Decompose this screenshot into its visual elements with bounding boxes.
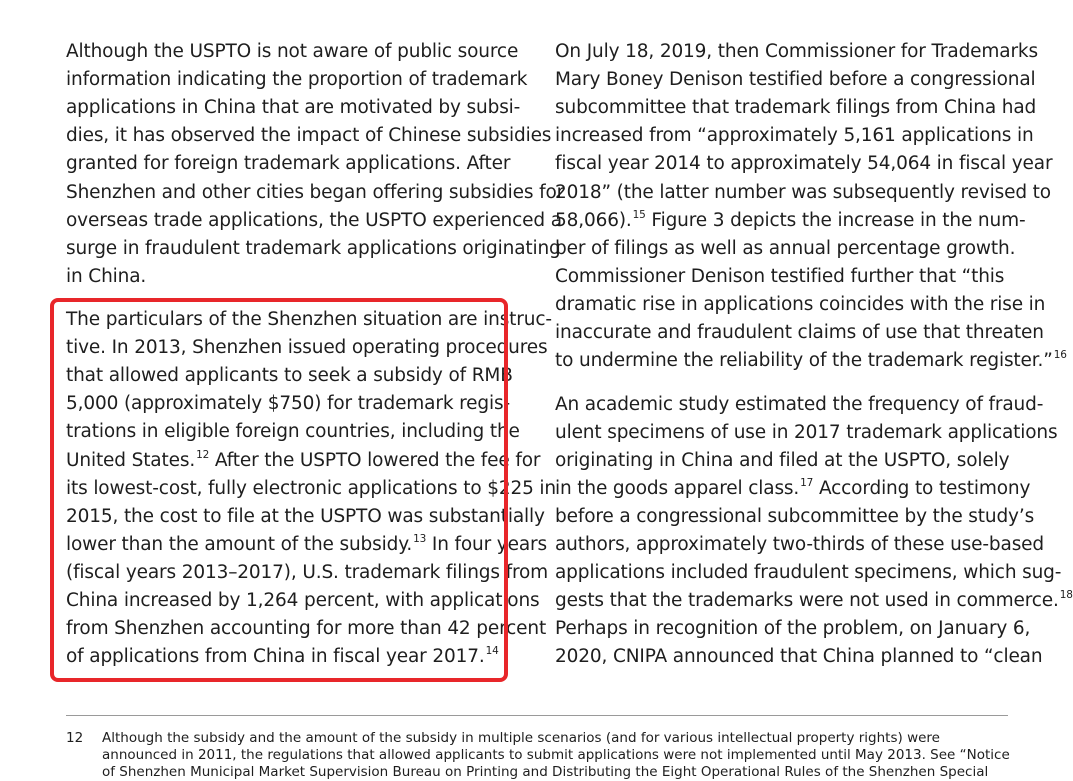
right-para2-line xyxy=(555,478,1030,502)
left-para1-line: in China. xyxy=(66,266,147,287)
left-para1-line: information indicating the proportion of trademark xyxy=(66,69,528,90)
right-para1-line: Mary Boney Denison testified before a congressional xyxy=(555,69,1036,90)
footnote-ref-14[interactable]: 14 xyxy=(485,645,499,657)
right-para2-line: Perhaps in recognition of the problem, on January 6, xyxy=(555,618,1031,639)
line-text: Figure 3 depicts the increase in the num- xyxy=(645,210,1026,231)
footnote-ref-12[interactable]: 12 xyxy=(196,449,210,461)
left-para2-line xyxy=(66,450,540,474)
line-text: According to testimony xyxy=(813,478,1031,499)
left-para2-line xyxy=(66,534,547,558)
line-text: 58,066). xyxy=(555,210,632,231)
line-text: to undermine the reliability of the trademark register.” xyxy=(555,350,1053,371)
left-para2-line: its lowest-cost, fully electronic applications to $225 in xyxy=(66,478,557,499)
right-para2-line: ulent specimens of use in 2017 trademark applications xyxy=(555,422,1058,443)
right-para1-line: On July 18, 2019, then Commissioner for Trademarks xyxy=(555,41,1038,62)
right-para2-line xyxy=(555,590,1073,614)
right-para1-line: ber of filings as well as annual percentage growth. xyxy=(555,238,1016,259)
line-text: of applications from China in fiscal year 2017. xyxy=(66,646,485,667)
right-para1-line: dramatic rise in applications coincides with the rise in xyxy=(555,294,1046,315)
left-para2-line: from Shenzhen accounting for more than 42 percent xyxy=(66,618,547,639)
right-para1-line: increased from “approximately 5,161 applications in xyxy=(555,125,1034,146)
line-text: In four years xyxy=(426,534,547,555)
footnote-ref-16[interactable]: 16 xyxy=(1053,349,1067,361)
left-para2-line: tive. In 2013, Shenzhen issued operating procedures xyxy=(66,337,548,358)
right-para2-line: authors, approximately two-thirds of these use-based xyxy=(555,534,1045,555)
footnote-ref-13[interactable]: 13 xyxy=(413,533,427,545)
left-para1-line: dies, it has observed the impact of Chinese subsidies xyxy=(66,125,552,146)
left-para2-line xyxy=(66,646,499,670)
footnote-line: Although the subsidy and the amount of the subsidy in multiple scenarios (and for various intellectual property rights) were xyxy=(102,730,940,746)
right-para2-line: before a congressional subcommittee by the study’s xyxy=(555,506,1035,527)
right-para1-line xyxy=(555,210,1025,234)
left-para2-line: that allowed applicants to seek a subsidy of RMB xyxy=(66,365,513,386)
line-text: United States. xyxy=(66,450,196,471)
left-para1-line: Shenzhen and other cities began offering subsidies for xyxy=(66,182,565,203)
left-para2-line: 2015, the cost to file at the USPTO was substantially xyxy=(66,506,545,527)
right-para2-line: originating in China and filed at the USPTO, solely xyxy=(555,450,1010,471)
footnote-divider xyxy=(66,715,1008,716)
right-para1-line: subcommittee that trademark filings from China had xyxy=(555,97,1037,118)
left-para1-line: Although the USPTO is not aware of public source xyxy=(66,41,519,62)
footnote-ref-17[interactable]: 17 xyxy=(800,477,814,489)
right-para2-line: An academic study estimated the frequency of fraud- xyxy=(555,394,1044,415)
footnote-ref-15[interactable]: 15 xyxy=(632,209,646,221)
line-text: lower than the amount of the subsidy. xyxy=(66,534,413,555)
line-text: After the USPTO lowered the fee for xyxy=(209,450,541,471)
line-text: in the goods apparel class. xyxy=(555,478,800,499)
right-para1-line xyxy=(555,350,1067,374)
left-para1-line: surge in fraudulent trademark applications originating xyxy=(66,238,561,259)
left-para1-line: granted for foreign trademark applications. After xyxy=(66,153,511,174)
line-text: gests that the trademarks were not used in commerce. xyxy=(555,590,1059,611)
right-para1-line: fiscal year 2014 to approximately 54,064 in fiscal year xyxy=(555,153,1053,174)
footnote-line: announced in 2011, the regulations that allowed applicants to submit applications were not implemented until May 2013. See “Notice xyxy=(102,747,1010,763)
left-para2-line: The particulars of the Shenzhen situation are instruc- xyxy=(66,309,552,330)
right-para2-line: 2020, CNIPA announced that China planned to “clean xyxy=(555,646,1043,667)
left-para1-line: overseas trade applications, the USPTO experienced a xyxy=(66,210,562,231)
right-para1-line: 2018” (the latter number was subsequently revised to xyxy=(555,182,1051,203)
right-para1-line: inaccurate and fraudulent claims of use that threaten xyxy=(555,322,1044,343)
right-para1-line: Commissioner Denison testified further that “this xyxy=(555,266,1005,287)
left-para2-line: trations in eligible foreign countries, including the xyxy=(66,421,520,442)
left-para2-line: China increased by 1,264 percent, with applications xyxy=(66,590,540,611)
left-para2-line: 5,000 (approximately $750) for trademark regis- xyxy=(66,393,510,414)
left-para1-line: applications in China that are motivated by subsi- xyxy=(66,97,521,118)
footnote-number: 12 xyxy=(66,730,84,746)
footnote-ref-18[interactable]: 18 xyxy=(1059,589,1073,601)
footnote-line: of Shenzhen Municipal Market Supervision Bureau on Printing and Distributing the Eight Operational Rules of the Shenzhen Special xyxy=(102,764,989,780)
left-para2-line: (fiscal years 2013–2017), U.S. trademark filings from xyxy=(66,562,549,583)
right-para2-line: applications included fraudulent specimens, which sug- xyxy=(555,562,1062,583)
